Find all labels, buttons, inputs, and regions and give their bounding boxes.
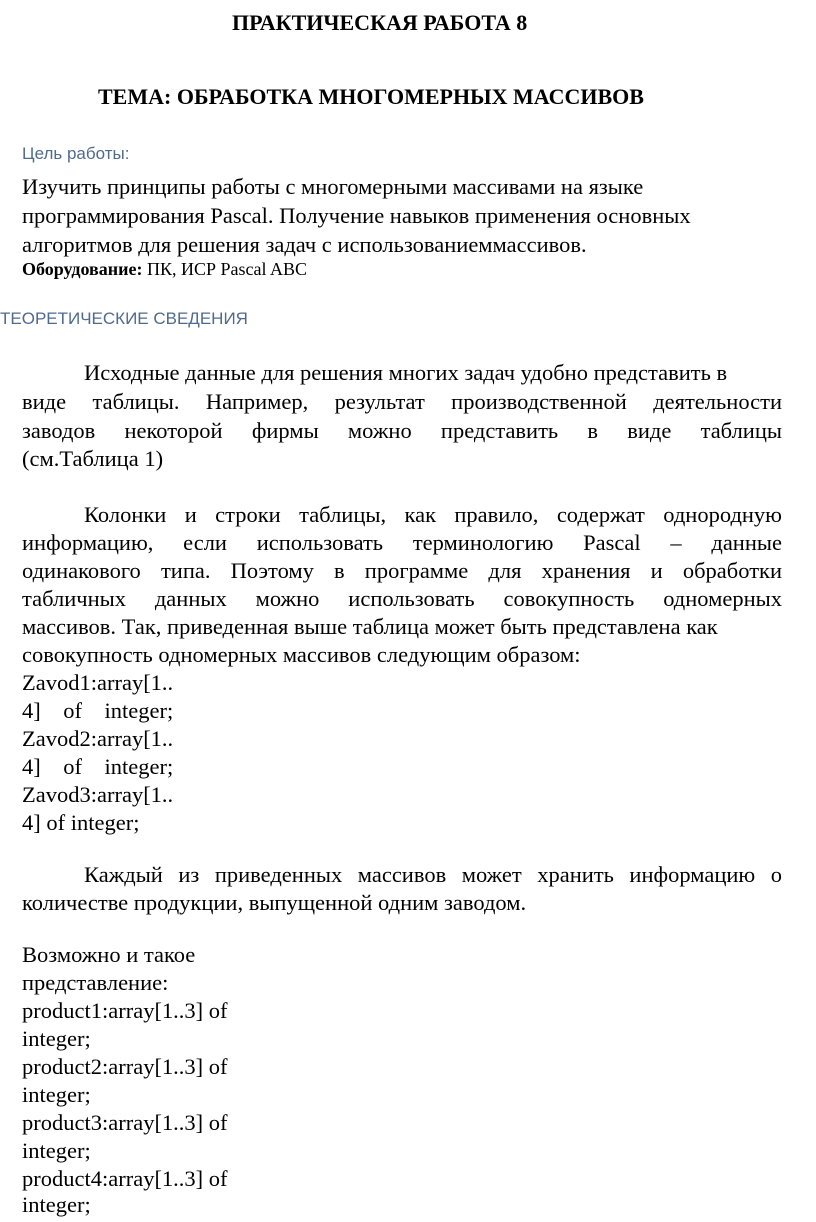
equipment-line [22, 259, 307, 280]
equipment-value: ПК, ИСР Pascal ABC [142, 259, 308, 279]
goal-label: Цель работы: [22, 144, 130, 163]
paragraph-line: массивов. Так, приведенная выше таблица может быть представлена как [22, 614, 718, 639]
code-line: integer; [22, 1082, 91, 1107]
theory-heading: ТЕОРЕТИЧЕСКИЕ СВЕДЕНИЯ [0, 309, 248, 328]
paragraph-line: информацию, если использовать терминологию Pascal – данные [22, 530, 782, 555]
goal-line: алгоритмов для решения задач с использованиеммассивов. [22, 232, 587, 257]
paragraph-line: (см.Таблица 1) [22, 446, 164, 471]
code-line: integer; [22, 1138, 91, 1163]
document-topic: ТЕМА: ОБРАБОТКА МНОГОМЕРНЫХ МАССИВОВ [98, 84, 644, 109]
paragraph-line: Колонки и строки таблицы, как правило, содержат однородную [84, 502, 782, 527]
paragraph-line: заводов некоторой фирмы можно представить в виде таблицы [22, 418, 782, 443]
code-line: integer; [22, 1192, 91, 1217]
code-line: 4] of integer; [22, 754, 174, 779]
code-line: product1:array[1..3] of [22, 998, 228, 1023]
paragraph-line: Возможно и такое [22, 942, 196, 967]
goal-line: Изучить принципы работы с многомерными массивами на языке [22, 174, 644, 199]
paragraph-line: совокупность одномерных массивов следующим образом: [22, 642, 581, 667]
paragraph-line: Каждый из приведенных массивов может хранить информацию о [84, 862, 782, 887]
document-title: ПРАКТИЧЕСКАЯ РАБОТА 8 [232, 10, 528, 35]
code-line: 4] of integer; [22, 698, 174, 723]
paragraph-line: количестве продукции, выпущенной одним заводом. [22, 890, 527, 915]
equipment-label: Оборудование: [22, 259, 143, 279]
code-line: integer; [22, 1026, 91, 1051]
paragraph-line: одинакового типа. Поэтому в программе для хранения и обработки [22, 558, 782, 583]
code-line: Zavod2:array[1.. [22, 726, 174, 751]
code-line: product2:array[1..3] of [22, 1054, 228, 1079]
paragraph-line: представление: [22, 970, 169, 995]
code-line: product4:array[1..3] of [22, 1166, 228, 1191]
goal-line: программирования Pascal. Получение навыков применения основных [22, 203, 691, 228]
code-line: Zavod3:array[1.. [22, 782, 174, 807]
paragraph-line: табличных данных можно использовать совокупность одномерных [22, 586, 782, 611]
paragraph-line: Исходные данные для решения многих задач удобно представить в [84, 360, 728, 385]
paragraph-line: виде таблицы. Например, результат производственной деятельности [22, 389, 782, 414]
code-line: 4] of integer; [22, 810, 140, 835]
code-line: Zavod1:array[1.. [22, 670, 174, 695]
code-line: product3:array[1..3] of [22, 1110, 228, 1135]
